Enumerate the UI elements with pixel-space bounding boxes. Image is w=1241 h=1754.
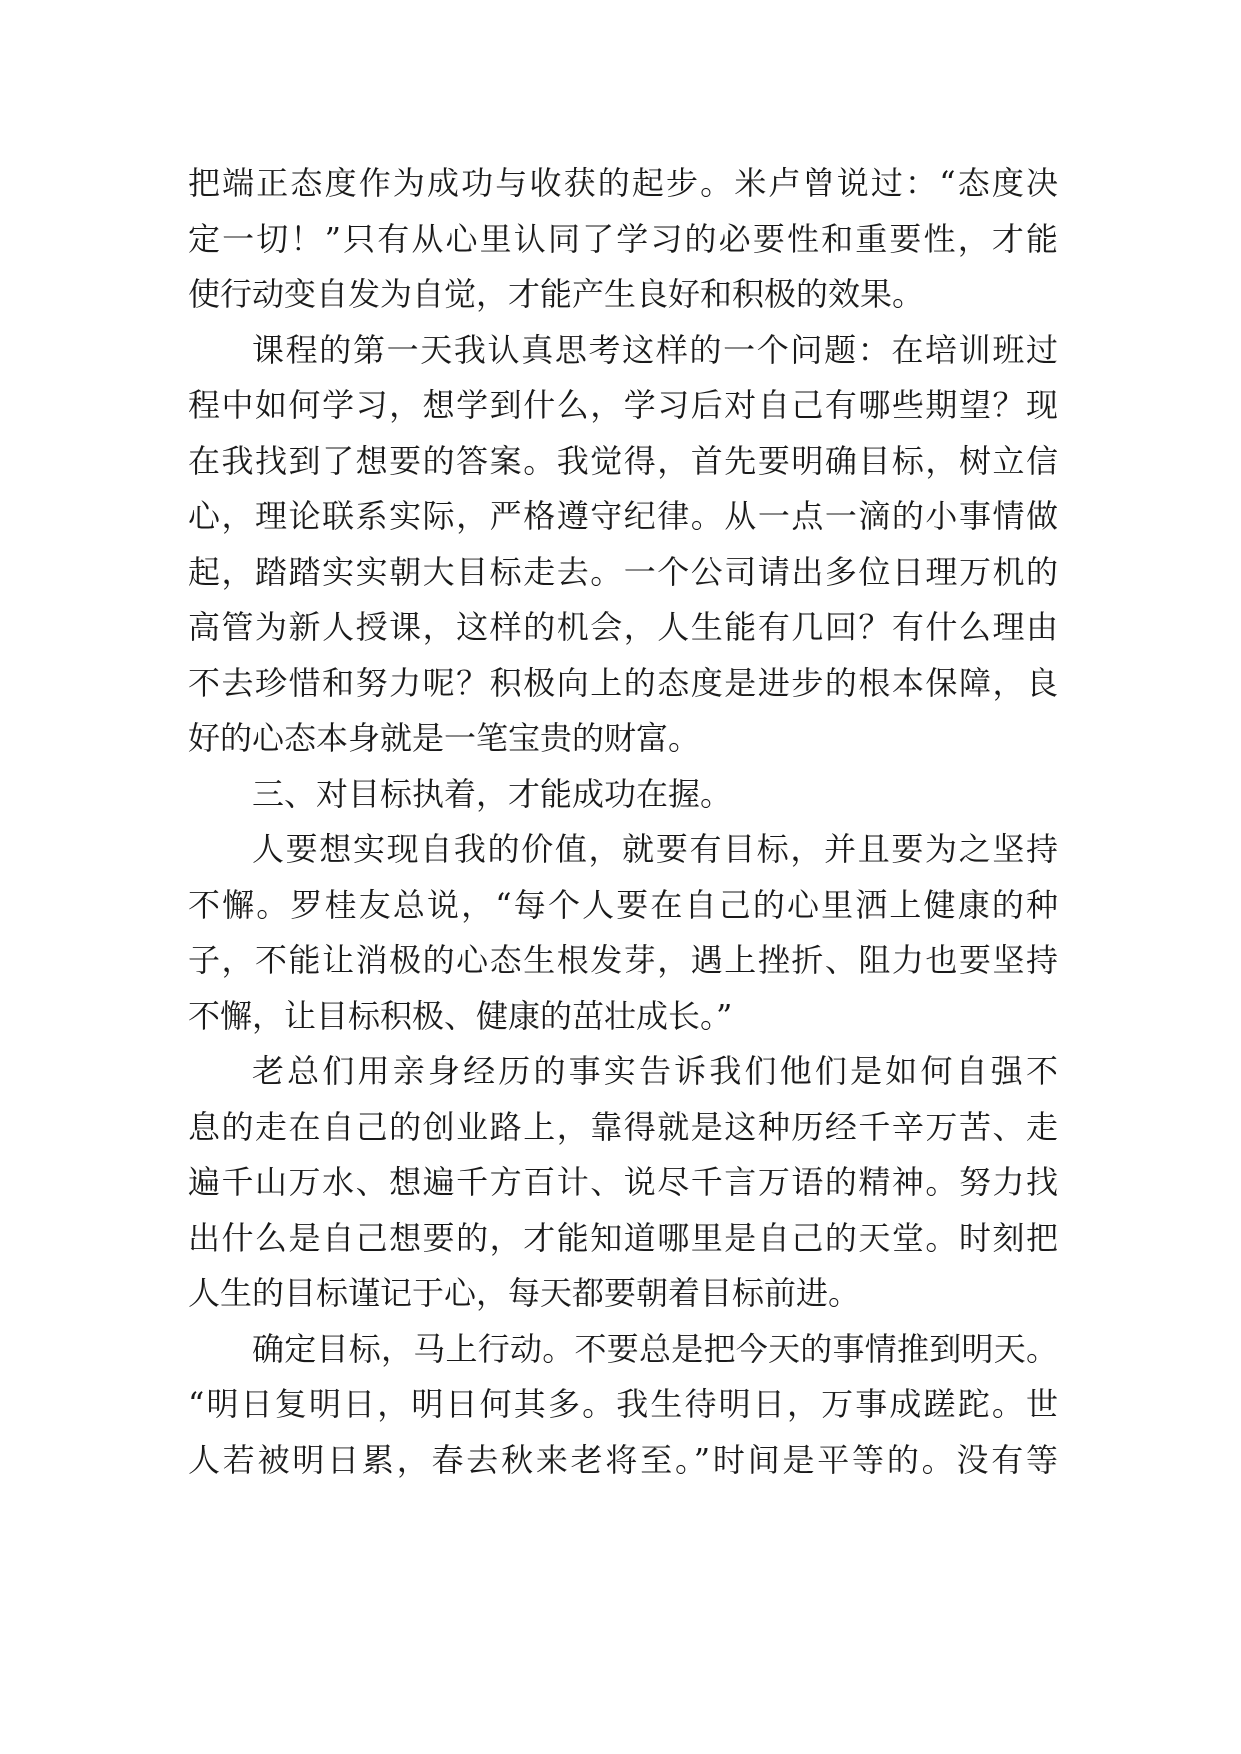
text-line: 出什么是自己想要的，才能知道哪里是自己的天堂。时刻把 xyxy=(188,1218,1058,1257)
text-line: 息的走在自己的创业路上，靠得就是这种历经千辛万苦、走 xyxy=(188,1107,1058,1146)
text-line: 定一切！”只有从心里认同了学习的必要性和重要性，才能 xyxy=(188,219,1058,258)
text-line: 人若被明日累，春去秋来老将至。”时间是平等的。没有等 xyxy=(188,1440,1058,1479)
text-line: 好的心态本身就是一笔宝贵的财富。 xyxy=(188,719,701,757)
text-line: 人生的目标谨记于心，每天都要朝着目标前进。 xyxy=(188,1274,861,1312)
text-line: 在我找到了想要的答案。我觉得，首先要明确目标，树立信 xyxy=(188,441,1058,480)
text-line: 高管为新人授课，这样的机会，人生能有几回？有什么理由 xyxy=(188,608,1058,646)
text-line: 不去珍惜和努力呢？积极向上的态度是进步的根本保障，良 xyxy=(188,663,1058,702)
text-line: 子，不能让消极的心态生根发芽，遇上挫折、阻力也要坚持 xyxy=(188,941,1058,979)
text-line: 确定目标，马上行动。不要总是把今天的事情推到明天。 xyxy=(252,1329,1058,1368)
text-line: 老总们用亲身经历的事实告诉我们他们是如何自强不 xyxy=(252,1052,1058,1090)
section-heading: 三、对目标执着，才能成功在握。 xyxy=(252,774,733,813)
text-line: 起，踏踏实实朝大目标走去。一个公司请出多位日理万机的 xyxy=(188,552,1058,591)
text-line: 遍千山万水、想遍千方百计、说尽千言万语的精神。努力找 xyxy=(188,1163,1058,1201)
text-line: 课程的第一天我认真思考这样的一个问题：在培训班过 xyxy=(252,330,1058,369)
text-line: 不懈，让目标积极、健康的茁壮成长。” xyxy=(188,996,733,1035)
text-line: 不懈。罗桂友总说，“每个人要在自己的心里洒上健康的种 xyxy=(188,885,1058,924)
text-line: 程中如何学习，想学到什么，学习后对自己有哪些期望？现 xyxy=(188,386,1058,424)
text-line: 人要想实现自我的价值，就要有目标，并且要为之坚持 xyxy=(252,830,1058,868)
text-line: 把端正态度作为成功与收获的起步。米卢曾说过：“态度决 xyxy=(188,164,1058,202)
body-text xyxy=(188,156,1058,1488)
text-line: 心，理论联系实际，严格遵守纪律。从一点一滴的小事情做 xyxy=(188,497,1058,535)
text-line: 使行动变自发为自觉，才能产生良好和积极的效果。 xyxy=(188,275,925,313)
text-line: “明日复明日，明日何其多。我生待明日，万事成蹉跎。世 xyxy=(188,1385,1058,1423)
